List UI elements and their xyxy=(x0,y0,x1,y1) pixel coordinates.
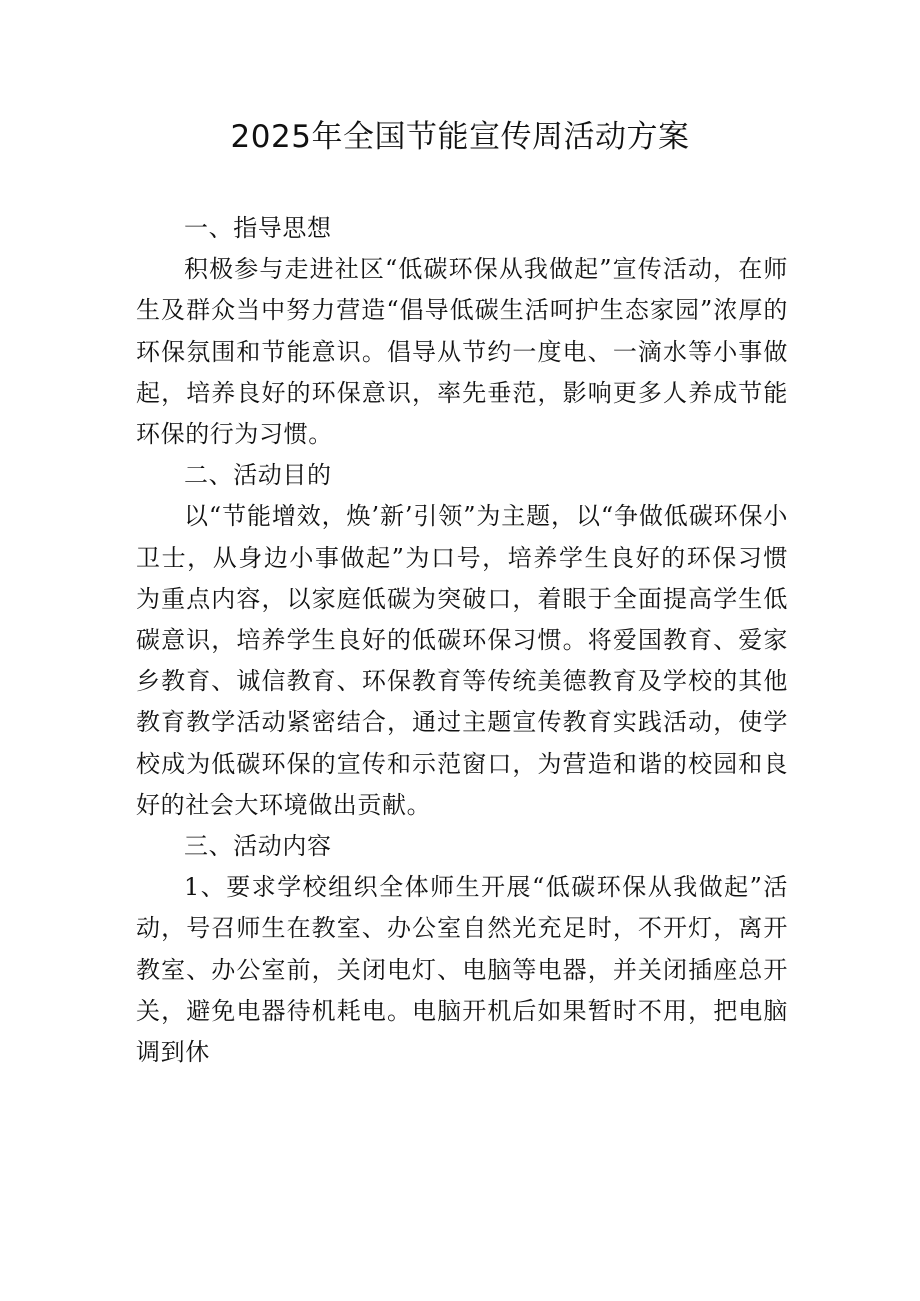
section-heading-guiding-thought: 一、指导思想 xyxy=(184,214,332,242)
document-title: 2025年全国节能宣传周活动方案 xyxy=(230,119,690,155)
section-heading-activity-content: 三、活动内容 xyxy=(184,832,332,861)
paragraph-activity-purpose: 以“节能增效，焕’新’引领”为主题，以“争做低碳环保小卫士，从身边小事做起”为口号，培养学生良好的环保习惯为重点内容，以家庭低碳为突破口，着眼于全面提高学生低碳意识，培养学生良好的低碳环保习惯。将爱国教育、爱家乡教育、诚信教育、环保教育等传统美德教育及学校的其他教育教学活动紧密结合，通过主题宣传教育实践活动，使学校成为低碳环保的宣传和示范窗口，为营造和谐的校园和良好的社会大环境做出贡献。 xyxy=(136,502,788,819)
paragraph-guiding-thought: 积极参与走进社区“低碳环保从我做起”宣传活动，在师生及群众当中努力营造“倡导低碳生活呵护生态家园”浓厚的环保氛围和节能意识。倡导从节约一度电、一滴水等小事做起，培养良好的环保意识，率先垂范，影响更多人养成节能环保的行为习惯。 xyxy=(136,255,788,449)
section-heading-activity-purpose: 二、活动目的 xyxy=(184,461,332,490)
document-body xyxy=(136,208,788,1073)
paragraph-activity-content-1: 1、要求学校组织全体师生开展“低碳环保从我做起”活动，号召师生在教室、办公室自然光充足时，不开灯，离开教室、办公室前，关闭电灯、电脑等电器，并关闭插座总开关，避免电器待机耗电。电脑开机后如果暂时不用，把电脑调到休 xyxy=(136,873,788,1067)
